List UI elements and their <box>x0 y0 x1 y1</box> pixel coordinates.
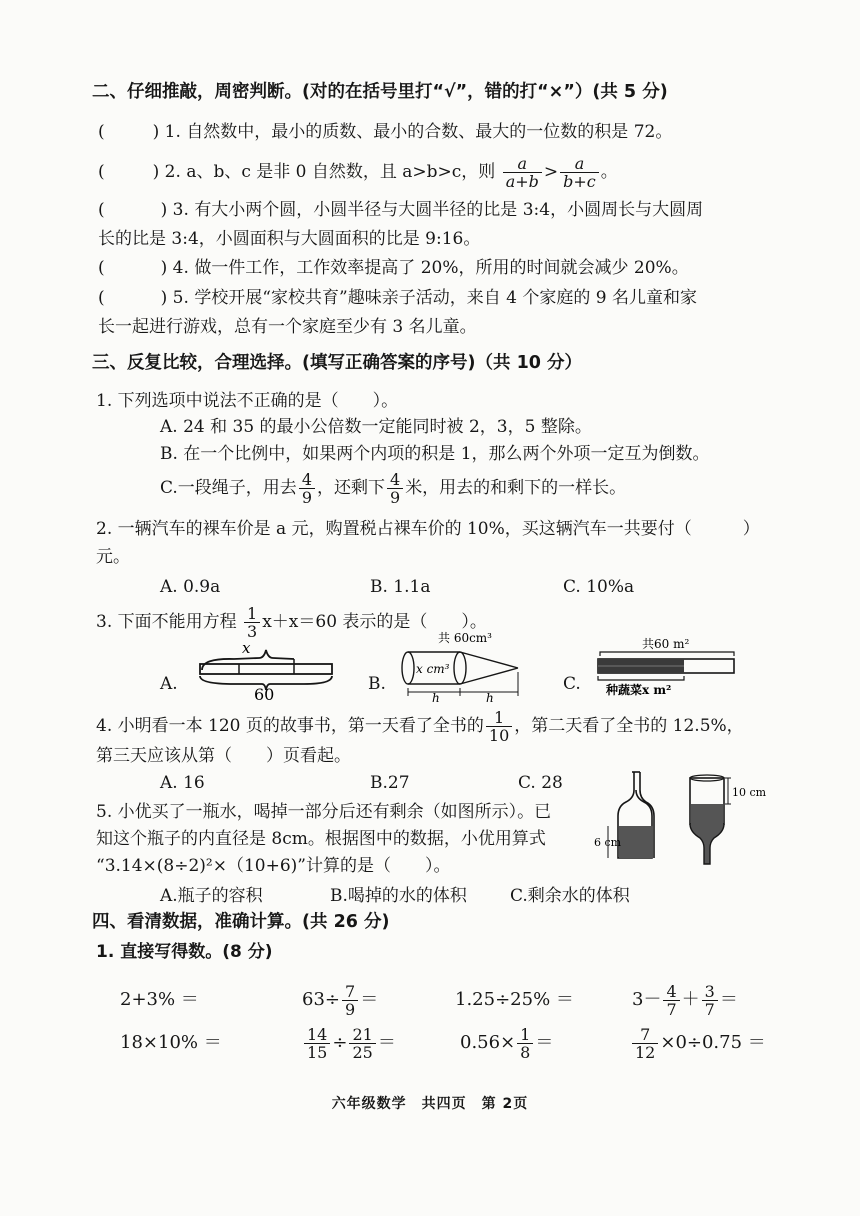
choice-q4-option-c: C. 28 <box>518 773 563 793</box>
choice-q2-option-c: C. 10%a <box>563 577 635 597</box>
calc-item: $\frac{14}{15}$ ÷ $\frac{21}{25}$ ＝ <box>302 1020 396 1066</box>
choice-q2-stem: 2. 一辆汽车的裸车价是 a 元，购置税占裸车价的 10%，买这辆汽车一共要付（ ） <box>96 519 760 539</box>
calc-item: 1.25÷25% ＝ <box>455 989 574 1010</box>
choice-q4-stem-cont: 第三天应该从第（ ）页看起。 <box>96 746 351 766</box>
fraction: $\frac{4}{9}$ <box>387 471 403 506</box>
segment-diagram <box>194 636 344 706</box>
choice-q1-option-c: C.一段绳子，用去 $\frac{4}{9}$ ，还剩下 $\frac{4}{9}$ 米，用去的和剩下的一样长。 <box>160 470 627 507</box>
section-4-title: 四、看清数据，准确计算。(共 26 分) <box>92 912 390 932</box>
calc-item: $\frac{7}{12}$ ×0÷0.75 ＝ <box>630 1020 766 1066</box>
bottle-diagram <box>594 768 774 872</box>
fraction: $\frac{14}{15}$ <box>304 1026 330 1061</box>
answer-paren[interactable]: ( <box>98 122 105 142</box>
item-text: 自然数中，最小的质数、最小的合数、最大的一位数的积是 72。 <box>186 122 673 142</box>
choice-q2-option-b: B. 1.1a <box>370 577 431 597</box>
judge-item-5-cont: 长一起进行游戏，总有一个家庭至少有 3 名儿童。 <box>98 317 477 337</box>
label-total-area: 共60 m² <box>642 637 690 651</box>
item-text: 做一件工作，工作效率提高了 20%，所用的时间就会减少 20%。 <box>194 258 689 278</box>
fraction: $\frac{21}{25}$ <box>349 1026 375 1061</box>
choice-q2-stem-cont: 元。 <box>96 547 130 567</box>
choice-q3-option-a: A. <box>160 674 178 694</box>
label-x: x <box>242 639 251 657</box>
judge-item-4: ( ) 4. 做一件工作，工作效率提高了 20%，所用的时间就会减少 20%。 <box>98 258 689 278</box>
fraction: $\frac{1}{3}$ <box>244 605 260 640</box>
choice-q1-option-b: B. 在一个比例中，如果两个内项的积是 1，那么两个外项一定互为倒数。 <box>160 444 710 464</box>
field-area-diagram <box>592 636 744 704</box>
calc-item: 0.56× $\frac{1}{8}$ ＝ <box>460 1024 554 1062</box>
fraction: $\frac{1}{10}$ <box>486 709 512 744</box>
item-text: 有大小两个圆，小圆半径与大圆半径的比是 3:4，小圆周长与大圆周 <box>194 200 704 220</box>
calc-item: 63÷ $\frac{7}{9}$ ＝ <box>302 981 379 1019</box>
choice-q2-option-a: A. 0.9a <box>160 577 221 597</box>
answer-paren[interactable]: ( <box>98 288 105 308</box>
label-air-height: 10 cm <box>732 786 767 799</box>
fraction: $\frac{4}{7}$ <box>663 983 679 1018</box>
answer-paren[interactable]: ( <box>98 200 105 220</box>
cylinder-cone-diagram <box>396 628 536 708</box>
judge-item-3-cont: 长的比是 3:4，小圆面积与大圆面积的比是 9:16。 <box>98 229 481 249</box>
choice-q3-stem: 3. 下面不能用方程 $\frac{1}{3}$ x＋x＝60 表示的是（ ）。 <box>96 604 487 641</box>
choice-q1-option-a: A. 24 和 35 的最小公倍数一定能同时被 2，3，5 整除。 <box>160 417 592 437</box>
choice-q5-stem-cont: 知这个瓶子的内直径是 8cm。根据图中的数据，小优用算式 <box>96 829 546 849</box>
choice-q4-option-b: B.27 <box>370 773 410 793</box>
section-2-title: 二、仔细推敲，周密判断。(对的在括号里打“√”，错的打“×”）(共 5 分) <box>92 82 668 102</box>
choice-q3-option-c: C. <box>563 674 581 694</box>
judge-item-3: ( ) 3. 有大小两个圆，小圆半径与大圆半径的比是 3:4，小圆周长与大圆周 <box>98 200 704 220</box>
choice-q5-option-c: C.剩余水的体积 <box>510 886 630 906</box>
answer-paren[interactable]: ( <box>98 162 105 182</box>
calc-item: 18×10% ＝ <box>120 1032 222 1053</box>
label-h2: h <box>486 691 494 704</box>
judge-item-1: ( ) 1. 自然数中，最小的质数、最小的合数、最大的一位数的积是 72。 <box>98 122 673 142</box>
item-text: 学校开展“家校共育”趣味亲子活动，来自 4 个家庭的 9 名儿童和家 <box>194 288 697 308</box>
label-water-height: 6 cm <box>594 836 622 849</box>
fraction: $\frac{a}{a+b}$ <box>503 155 542 190</box>
label-cylinder: x cm³ <box>416 662 450 676</box>
fraction: $\frac{7}{9}$ <box>342 983 358 1018</box>
item-text: a、b、c 是非 0 自然数，且 a>b>c，则 <box>186 162 496 182</box>
fraction: $\frac{7}{12}$ <box>632 1026 658 1061</box>
choice-q5-stem-cont2: “3.14×(8÷2)²×（10+6)”计算的是（ ）。 <box>96 856 451 876</box>
section-3-title: 三、反复比较，合理选择。(填写正确答案的序号)（共 10 分） <box>92 353 583 373</box>
choice-q3-option-b: B. <box>368 674 386 694</box>
choice-q1-stem: 1. 下列选项中说法不正确的是（ ）。 <box>96 391 399 411</box>
choice-q4-option-a: A. 16 <box>160 773 205 793</box>
label-h1: h <box>432 691 440 704</box>
choice-q5-option-b: B.喝掉的水的体积 <box>330 886 467 906</box>
choice-q5-option-a: A.瓶子的容积 <box>160 886 263 906</box>
fraction: $\frac{3}{7}$ <box>702 983 718 1018</box>
answer-paren[interactable]: ( <box>98 258 105 278</box>
label-vegetable-area: 种蔬菜x m² <box>606 683 672 697</box>
calc-item: 2+3% ＝ <box>120 989 199 1010</box>
choice-q4-stem: 4. 小明看一本 120 页的故事书，第一天看了全书的 $\frac{1}{10}$ ，第二天看了全书的 12.5%， <box>96 708 744 745</box>
choice-q5-stem: 5. 小优买了一瓶水，喝掉一部分后还有剩余（如图所示）。已 <box>96 802 552 822</box>
label-total-volume: 共 60cm³ <box>438 631 492 645</box>
label-total: 60 <box>254 685 275 702</box>
page-footer: 六年级数学 共四页 第 2页 <box>331 1096 529 1112</box>
fraction: $\frac{1}{8}$ <box>517 1026 533 1061</box>
judge-item-2: ( ) 2. a、b、c 是非 0 自然数，且 a>b>c，则 $\frac{a}{a+b}$ > $\frac{a}{b+c}$ 。 <box>98 154 618 191</box>
section-4-subtitle: 1. 直接写得数。(8 分) <box>96 942 273 962</box>
judge-item-5: ( ) 5. 学校开展“家校共育”趣味亲子活动，来自 4 个家庭的 9 名儿童和家 <box>98 288 697 308</box>
calc-item: 3－ $\frac{4}{7}$ ＋ $\frac{3}{7}$ ＝ <box>632 981 738 1019</box>
fraction: $\frac{a}{b+c}$ <box>560 155 599 190</box>
fraction: $\frac{4}{9}$ <box>299 471 315 506</box>
